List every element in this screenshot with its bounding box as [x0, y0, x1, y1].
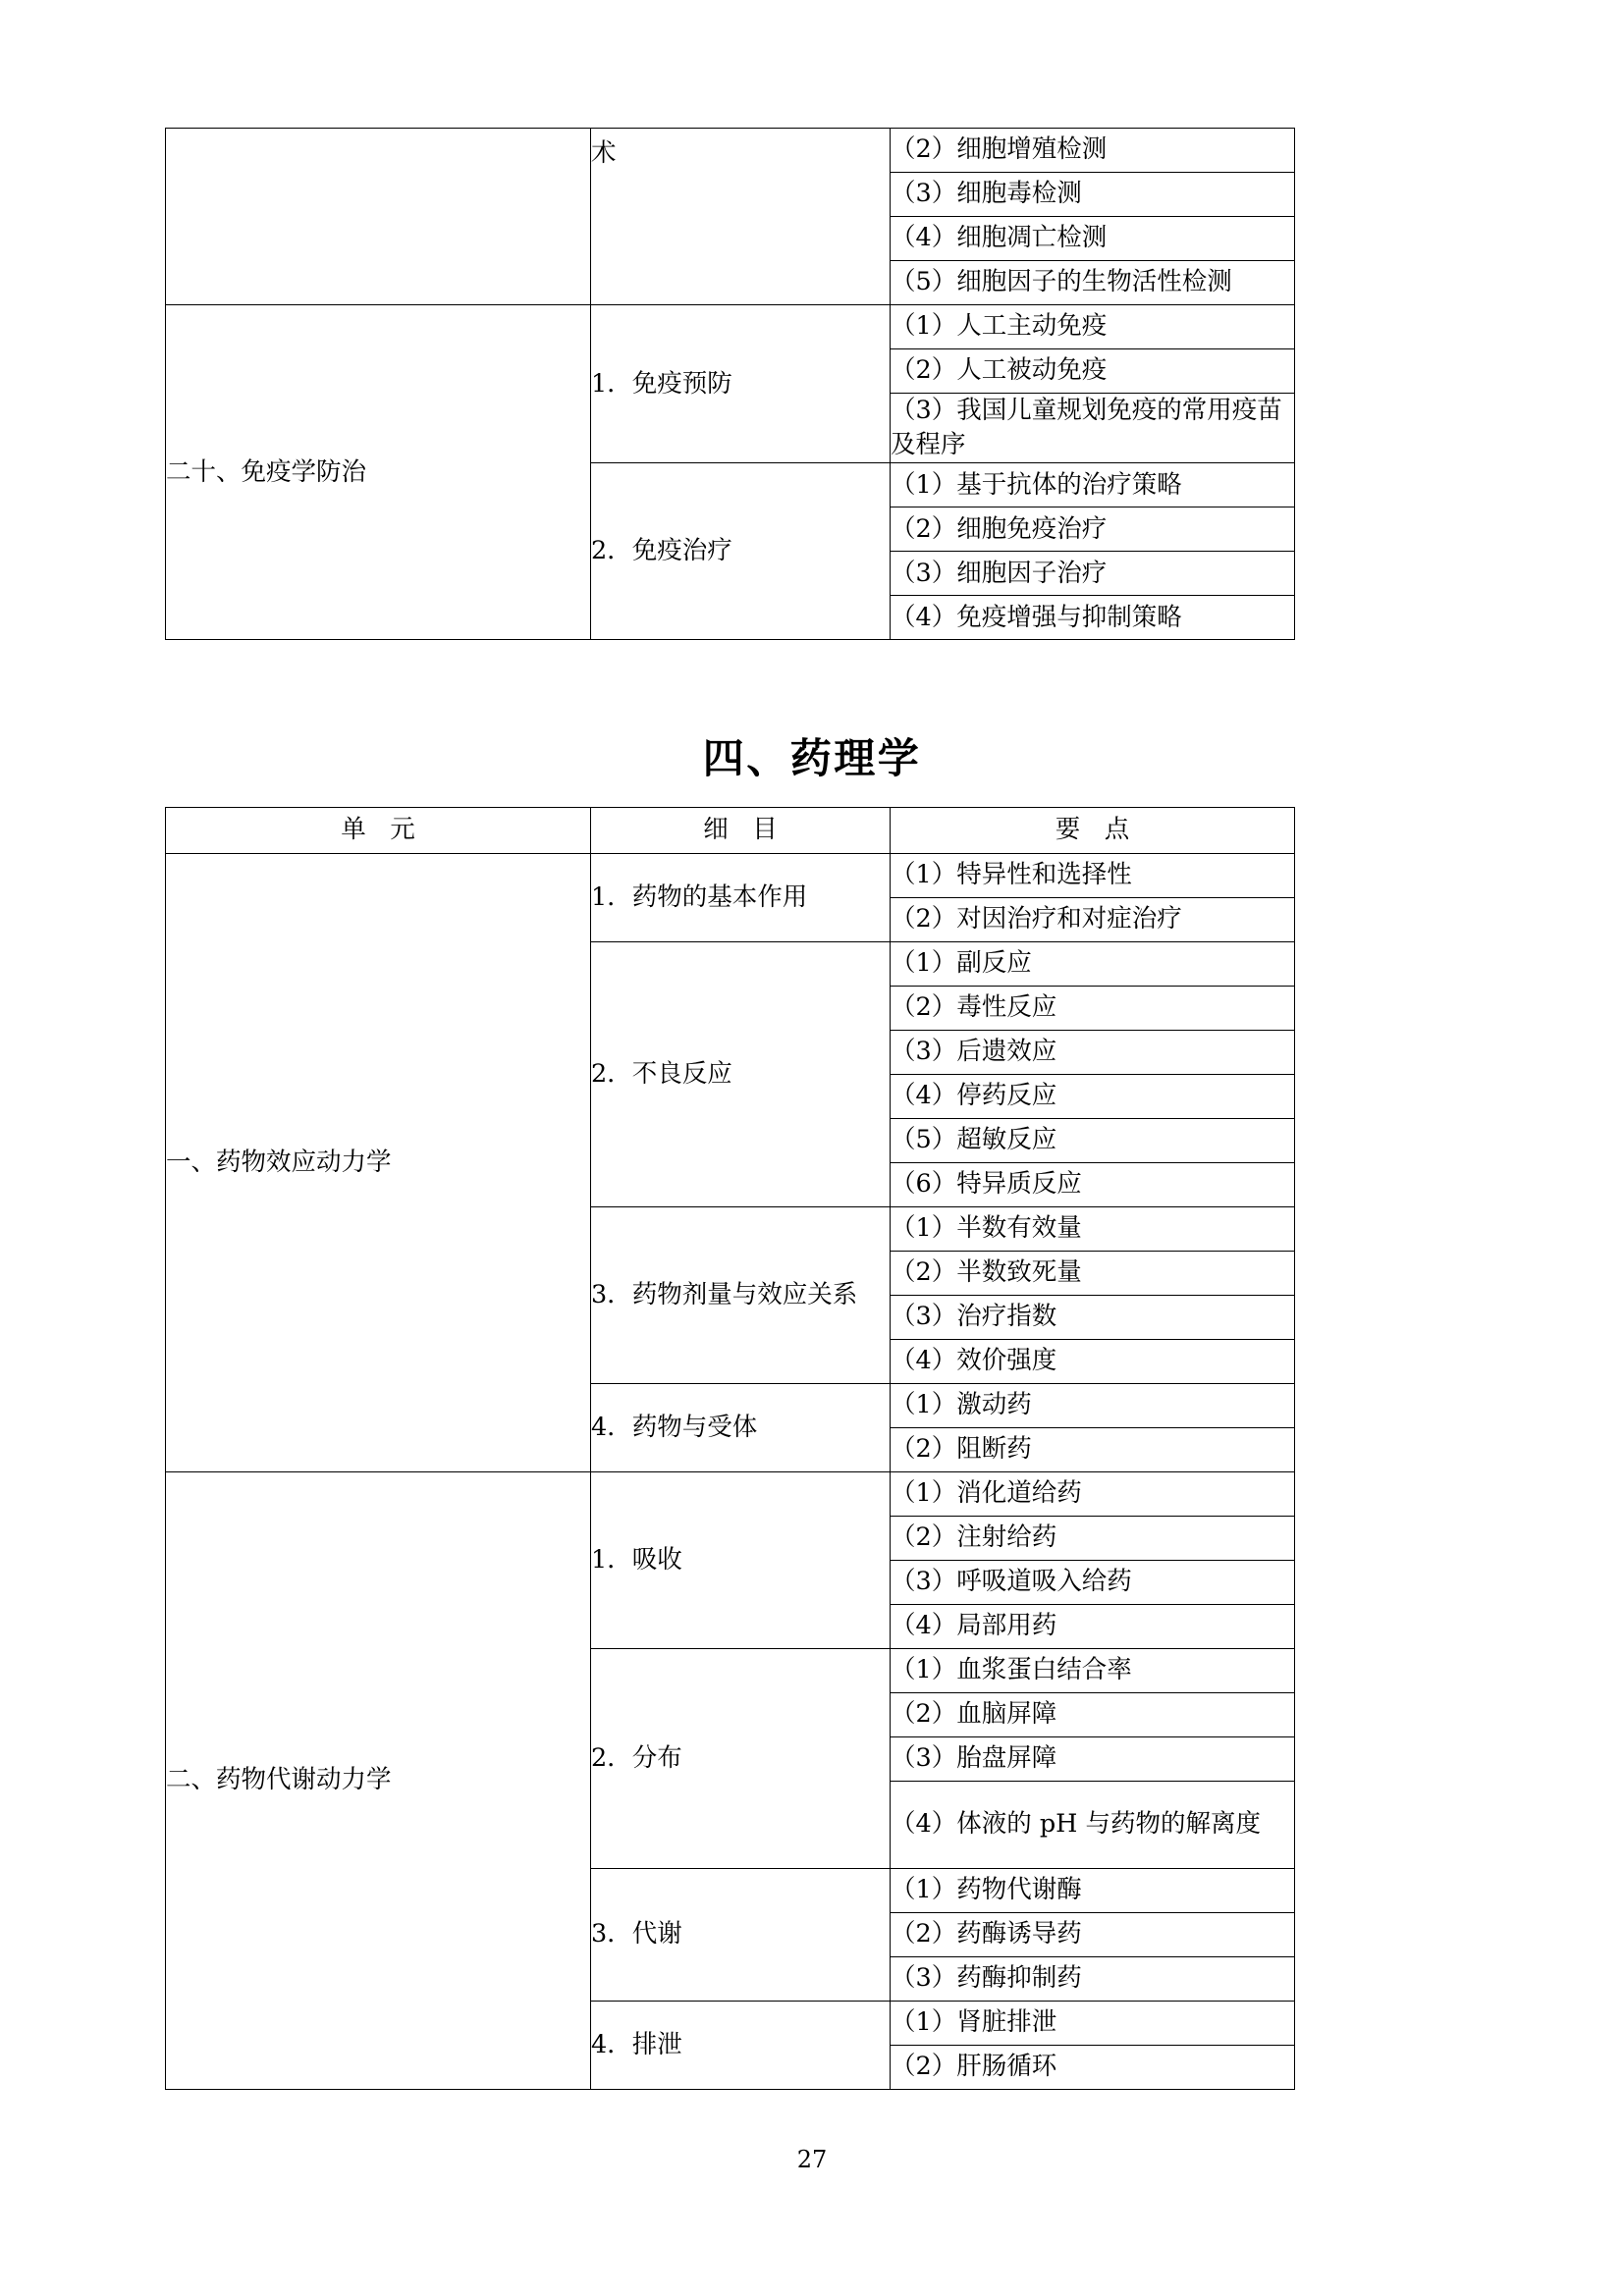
detail-cell-distribution: 2．分布	[591, 1649, 891, 1869]
detail-cell-metabolism: 3．代谢	[591, 1869, 891, 2002]
point-cell: （2）半数致死量	[891, 1252, 1295, 1296]
point-cell: （3）药酶抑制药	[891, 1957, 1295, 2002]
point-cell: （2）药酶诱导药	[891, 1913, 1295, 1957]
point-cell: （3）呼吸道吸入给药	[891, 1561, 1295, 1605]
point-cell: （2）注射给药	[891, 1517, 1295, 1561]
point-cell: （1）血浆蛋白结合率	[891, 1649, 1295, 1693]
point-cell: （4）体液的 pH 与药物的解离度	[891, 1782, 1295, 1869]
table-row	[166, 854, 1295, 898]
detail-cell-adverse-reactions: 2．不良反应	[591, 942, 891, 1207]
detail-cell-drug-receptor: 4．药物与受体	[591, 1384, 891, 1472]
point-cell: （2）肝肠循环	[891, 2046, 1295, 2090]
immunology-table	[165, 128, 1295, 640]
detail-cell: 术	[591, 129, 891, 305]
detail-cell-basic-action: 1．药物的基本作用	[591, 854, 891, 942]
point-cell: （4）局部用药	[891, 1605, 1295, 1649]
detail-cell-absorption: 1．吸收	[591, 1472, 891, 1649]
table-header-row	[166, 808, 1295, 854]
point-cell: （6）特异质反应	[891, 1163, 1295, 1207]
point-cell: （1）激动药	[891, 1384, 1295, 1428]
point-cell: （2）细胞免疫治疗	[891, 507, 1295, 552]
point-cell: （2）人工被动免疫	[891, 349, 1295, 394]
point-cell: （1）特异性和选择性	[891, 854, 1295, 898]
point-cell: （2）细胞增殖检测	[891, 129, 1295, 173]
point-cell: （3）我国儿童规划免疫的常用疫苗及程序	[891, 394, 1295, 463]
point-cell: （1）肾脏排泄	[891, 2002, 1295, 2046]
point-cell: （2）阻断药	[891, 1428, 1295, 1472]
point-cell: （4）免疫增强与抑制策略	[891, 596, 1295, 640]
point-cell: （2）毒性反应	[891, 987, 1295, 1031]
point-cell: （5）细胞因子的生物活性检测	[891, 261, 1295, 305]
point-cell: （3）细胞毒检测	[891, 173, 1295, 217]
point-cell: （4）停药反应	[891, 1075, 1295, 1119]
point-cell: （5）超敏反应	[891, 1119, 1295, 1163]
unit-cell-pharmacodynamics: 一、药物效应动力学	[166, 854, 591, 1472]
point-cell: （1）人工主动免疫	[891, 305, 1295, 349]
detail-cell-dose-effect: 3．药物剂量与效应关系	[591, 1207, 891, 1384]
point-cell: （3）后遗效应	[891, 1031, 1295, 1075]
point-cell: （1）半数有效量	[891, 1207, 1295, 1252]
point-cell: （2）对因治疗和对症治疗	[891, 898, 1295, 942]
pharmacology-table	[165, 807, 1295, 2090]
point-cell: （4）效价强度	[891, 1340, 1295, 1384]
unit-cell-empty	[166, 129, 591, 305]
point-cell: （1）消化道给药	[891, 1472, 1295, 1517]
detail-cell-immune-prevention: 1．免疫预防	[591, 305, 891, 463]
section-heading: 四、药理学	[702, 734, 922, 782]
table-row	[166, 129, 1295, 173]
point-cell: （1）药物代谢酶	[891, 1869, 1295, 1913]
page-number: 27	[796, 2146, 828, 2173]
point-cell: （3）胎盘屏障	[891, 1737, 1295, 1782]
point-cell: （1）基于抗体的治疗策略	[891, 463, 1295, 507]
unit-cell-pharmacokinetics: 二、药物代谢动力学	[166, 1472, 591, 2090]
point-cell: （3）治疗指数	[891, 1296, 1295, 1340]
unit-cell-immunoprophylaxis: 二十、免疫学防治	[166, 305, 591, 640]
point-cell: （4）细胞凋亡检测	[891, 217, 1295, 261]
column-header-point: 要 点	[891, 808, 1295, 854]
column-header-unit: 单 元	[166, 808, 591, 854]
detail-cell-immunotherapy: 2．免疫治疗	[591, 463, 891, 640]
point-cell: （1）副反应	[891, 942, 1295, 987]
table-row	[166, 305, 1295, 349]
point-cell: （2）血脑屏障	[891, 1693, 1295, 1737]
point-cell: （3）细胞因子治疗	[891, 552, 1295, 596]
column-header-detail: 细 目	[591, 808, 891, 854]
table-row	[166, 1472, 1295, 1517]
detail-cell-excretion: 4．排泄	[591, 2002, 891, 2090]
